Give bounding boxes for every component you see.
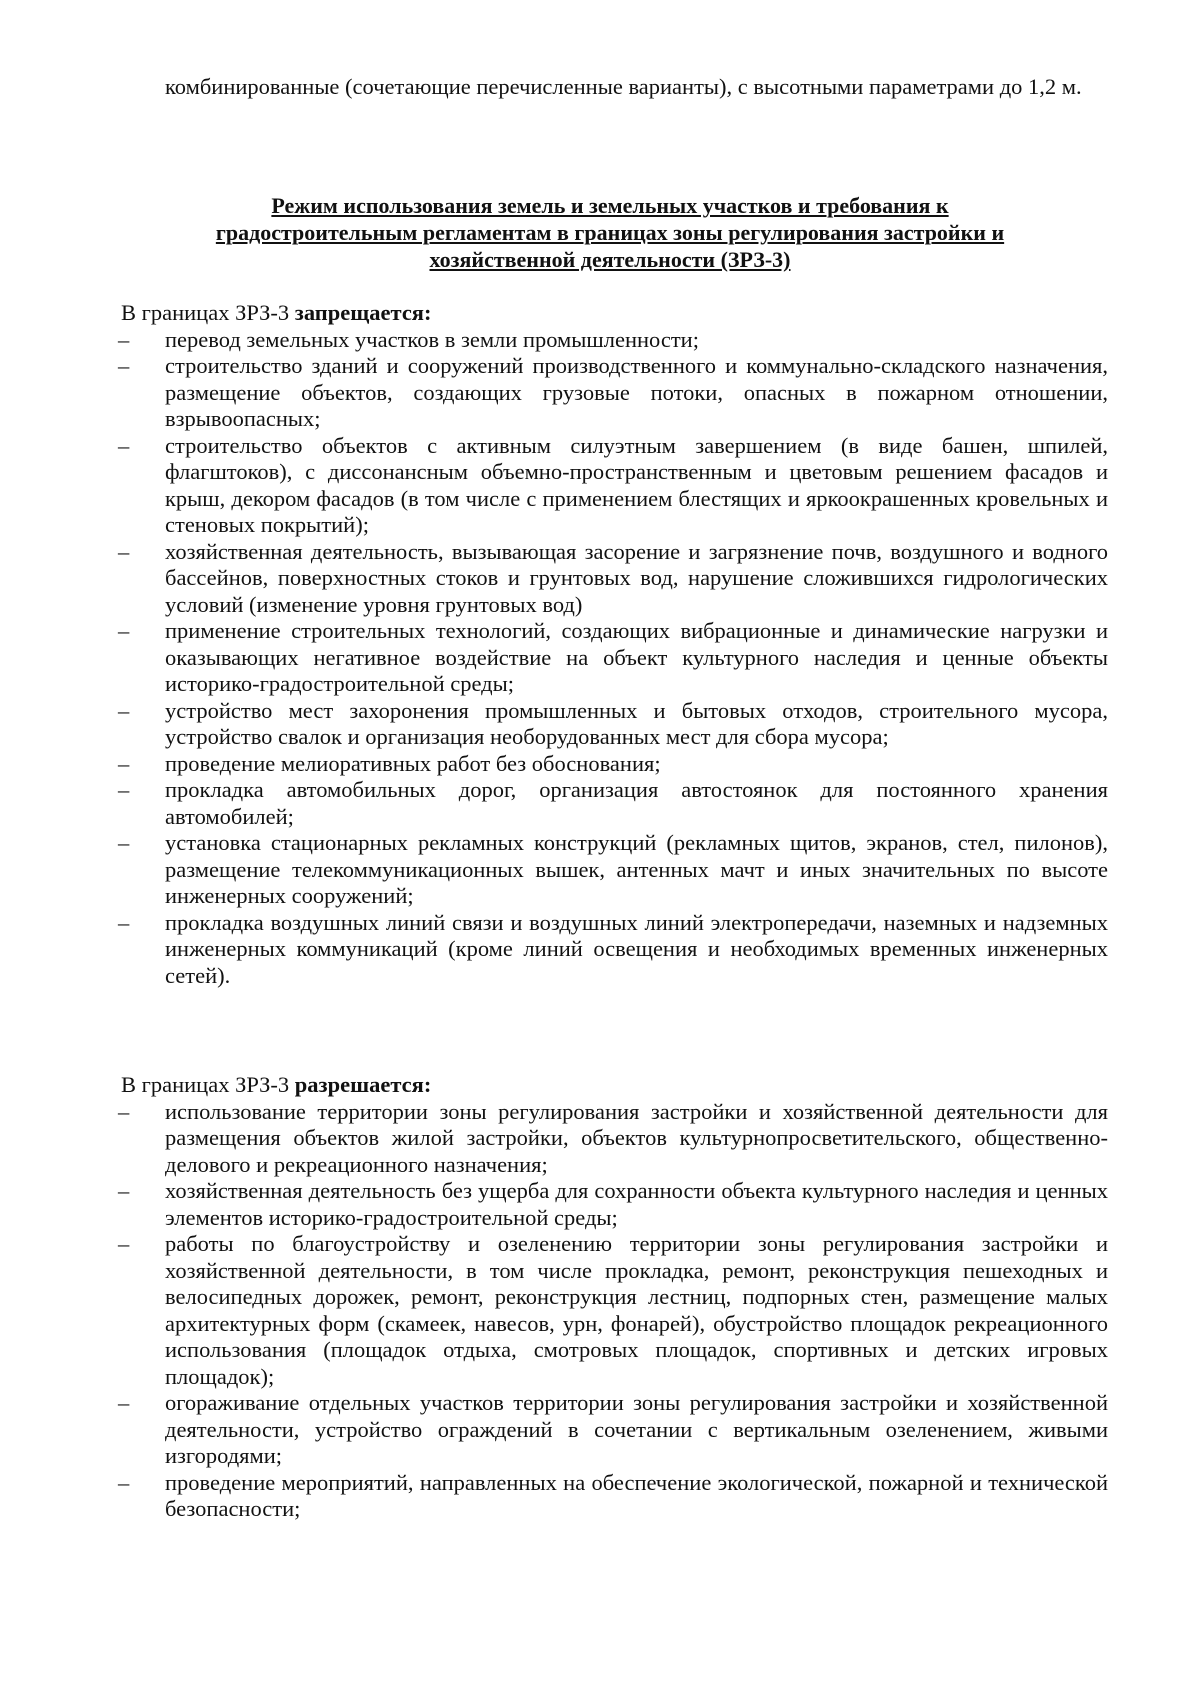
allowed-section	[118, 1072, 1108, 1523]
bullet-dash: –	[118, 326, 130, 352]
bullet-dash: –	[118, 830, 130, 855]
allowed-lead-prefix: В границах ЗРЗ-3	[121, 1072, 295, 1097]
bullet-dash: –	[118, 777, 130, 802]
allowed-lead	[121, 1072, 1108, 1099]
list-item-text: применение строительных технологий, создающих вибрационные и динамические нагрузки и оказывающих негативное воздействие на объект культурного наследия и ценные объекты историко-градостроительной среды;	[165, 618, 1108, 696]
list-item-text: хозяйственная деятельность без ущерба для сохранности объекта культурного наследия и ценных элементов историко-градостроительной среды;	[165, 1178, 1108, 1230]
allowed-list	[118, 1099, 1108, 1523]
list-item-text: использование территории зоны регулирования застройки и хозяйственной деятельности для размещения объектов жилой застройки, объектов культурнопросветительского, общественно-делового и рекреационного назначения;	[165, 1098, 1108, 1177]
list-item-text: хозяйственная деятельность, вызывающая засорение и загрязнение почв, воздушного и водного бассейнов, поверхностных стоков и грунтовых вод, нарушение сложившихся гидрологических условий (изменение уровня грунтовых вод)	[165, 538, 1108, 617]
list-item-text: строительство объектов с активным силуэтным завершением (в виде башен, шпилей, флагштоков), с диссонансным объемно-пространственным и цветовым решением фасадов и крыш, декором фасадов (в том числе с применением блестящих и яркоокрашенных кровельных и стеновых покрытий);	[165, 432, 1108, 537]
bullet-dash: –	[118, 538, 130, 564]
list-item	[118, 1231, 1108, 1390]
prohibited-section	[118, 300, 1108, 989]
list-item	[118, 353, 1108, 433]
list-item-text: огораживание отдельных участков территории зоны регулирования застройки и хозяйственной деятельности, устройство ограждений в сочетании с вертикальным озеленением, живыми изгородями;	[165, 1390, 1108, 1468]
list-item	[118, 433, 1108, 539]
prohibited-list	[118, 327, 1108, 990]
list-item-text: строительство зданий и сооружений производственного и коммунально-складского назначения, размещение объектов, создающих грузовые потоки, опасных в пожарном отношении, взрывоопасных;	[165, 353, 1108, 431]
list-item-text: прокладка автомобильных дорог, организация автостоянок для постоянного хранения автомобилей;	[165, 777, 1108, 829]
prohibited-lead	[121, 300, 1108, 327]
list-item-text: проведение мероприятий, направленных на обеспечение экологической, пожарной и технической безопасности;	[165, 1469, 1108, 1521]
bullet-dash: –	[118, 750, 130, 776]
heading-line-1: Режим использования земель и земельных участков и требования к	[271, 193, 949, 218]
bullet-dash: –	[118, 1469, 130, 1495]
heading-line-3: хозяйственной деятельности (ЗРЗ-3)	[429, 247, 791, 272]
bullet-dash: –	[118, 1390, 130, 1415]
list-item-text: установка стационарных рекламных конструкций (рекламных щитов, экранов, стел, пилонов), размещение телекоммуникационных вышек, антенных мачт и иных значительных по высоте инженерных сооружений;	[165, 830, 1108, 908]
list-item-text: работы по благоустройству и озеленению территории зоны регулирования застройки и хозяйственной деятельности, в том числе прокладка, ремонт, реконструкция пешеходных и велосипедных дорожек, ремонт, реконструкция лестниц, подпорных стен, размещение малых архитектурных форм (скамеек, навесов, урн, фонарей), обустройство площадок рекреационного использования (площадок отдыха, смотровых площадок, спортивных и детских игровых площадок);	[165, 1231, 1108, 1389]
list-item	[118, 1099, 1108, 1179]
list-item	[118, 910, 1108, 990]
list-item-text: прокладка воздушных линий связи и воздушных линий электропередачи, наземных и надземных инженерных коммуникаций (кроме линий освещения и необходимых временных инженерных сетей).	[165, 909, 1108, 988]
bullet-dash: –	[118, 1178, 130, 1203]
intro-paragraph: комбинированные (сочетающие перечисленные варианты), с высотными параметрами до 1,2 м.	[165, 74, 1082, 99]
list-item	[118, 698, 1108, 751]
list-item	[118, 539, 1108, 619]
list-item	[118, 1470, 1108, 1523]
list-item	[118, 830, 1108, 910]
list-item	[118, 1178, 1108, 1231]
heading-line-2: градостроительным регламентам в границах зоны регулирования застройки и	[215, 220, 1005, 245]
list-item-text: проведение мелиоративных работ без обоснования;	[165, 750, 661, 776]
list-item-text: перевод земельных участков в земли промышленности;	[165, 326, 699, 352]
bullet-dash: –	[118, 618, 130, 643]
bullet-dash: –	[118, 1098, 130, 1124]
list-item	[118, 777, 1108, 830]
bullet-dash: –	[118, 909, 130, 935]
list-item	[118, 618, 1108, 698]
bullet-dash: –	[118, 1231, 130, 1256]
list-item	[118, 751, 1108, 778]
prohibited-lead-prefix: В границах ЗРЗ-3	[121, 300, 295, 325]
list-item	[118, 327, 1108, 354]
list-item	[118, 1390, 1108, 1470]
section-heading	[160, 192, 1060, 273]
prohibited-lead-keyword: запрещается:	[294, 300, 432, 325]
bullet-dash: –	[118, 697, 130, 723]
bullet-dash: –	[118, 432, 130, 458]
allowed-lead-keyword: разрешается:	[294, 1072, 432, 1097]
list-item-text: устройство мест захоронения промышленных и бытовых отходов, строительного мусора, устройство свалок и организация необорудованных мест для сбора мусора;	[165, 697, 1108, 749]
bullet-dash: –	[118, 353, 130, 378]
